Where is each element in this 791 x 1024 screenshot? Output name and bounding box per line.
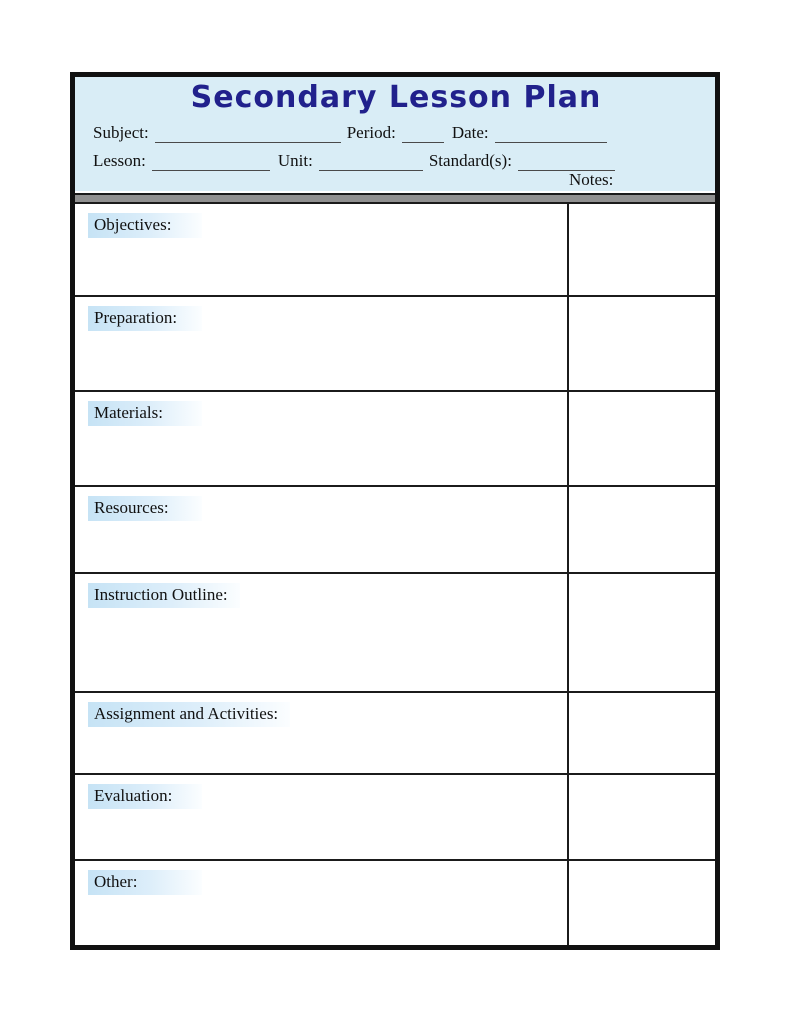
evaluation-label: Evaluation: <box>88 784 202 809</box>
evaluation-notes-cell <box>567 775 715 859</box>
header-field-row-2 <box>93 151 699 171</box>
materials-label: Materials: <box>88 401 202 426</box>
lesson-blank-line <box>152 154 270 171</box>
header-field-row-1 <box>93 123 699 143</box>
table-row-other <box>75 861 715 945</box>
resources-label: Resources: <box>88 496 202 521</box>
materials-cell <box>75 392 567 485</box>
subject-label: Subject: <box>93 123 149 142</box>
period-blank-line <box>402 126 444 143</box>
lesson-label: Lesson: <box>93 151 146 170</box>
unit-blank-line <box>319 154 423 171</box>
lesson-plan-form <box>70 72 720 950</box>
objectives-label: Objectives: <box>88 213 202 238</box>
other-notes-cell <box>567 861 715 945</box>
other-label: Other: <box>88 870 202 895</box>
lesson-plan-table <box>75 204 715 945</box>
standards-label: Standard(s): <box>428 151 512 170</box>
table-row-evaluation <box>75 775 715 861</box>
notes-column-header: Notes: <box>569 170 614 189</box>
table-row-materials <box>75 392 715 487</box>
table-row-instruction-outline <box>75 574 715 693</box>
materials-notes-cell <box>567 392 715 485</box>
table-row-assignment-activities <box>75 693 715 775</box>
resources-cell <box>75 487 567 572</box>
standards-blank-line <box>518 154 615 171</box>
resources-notes-cell <box>567 487 715 572</box>
instruction-outline-cell <box>75 574 567 691</box>
other-cell <box>75 861 567 945</box>
assignment-activities-cell <box>75 693 567 773</box>
assignment-activities-notes-cell <box>567 693 715 773</box>
preparation-cell <box>75 297 567 390</box>
evaluation-cell <box>75 775 567 859</box>
table-row-preparation <box>75 297 715 392</box>
table-row-resources <box>75 487 715 574</box>
period-label: Period: <box>346 123 396 142</box>
preparation-label: Preparation: <box>88 306 202 331</box>
objectives-cell <box>75 204 567 295</box>
header-table-divider-bar <box>75 193 715 204</box>
objectives-notes-cell <box>567 204 715 295</box>
preparation-notes-cell <box>567 297 715 390</box>
assignment-activities-label: Assignment and Activities: <box>88 702 290 727</box>
form-title: Secondary Lesson Plan <box>190 80 602 115</box>
subject-blank-line <box>155 126 341 143</box>
instruction-outline-notes-cell <box>567 574 715 691</box>
form-header <box>75 77 715 191</box>
date-label: Date: <box>451 123 489 142</box>
table-row-objectives <box>75 204 715 297</box>
unit-label: Unit: <box>277 151 313 170</box>
date-blank-line <box>495 126 607 143</box>
instruction-outline-label: Instruction Outline: <box>88 583 240 608</box>
